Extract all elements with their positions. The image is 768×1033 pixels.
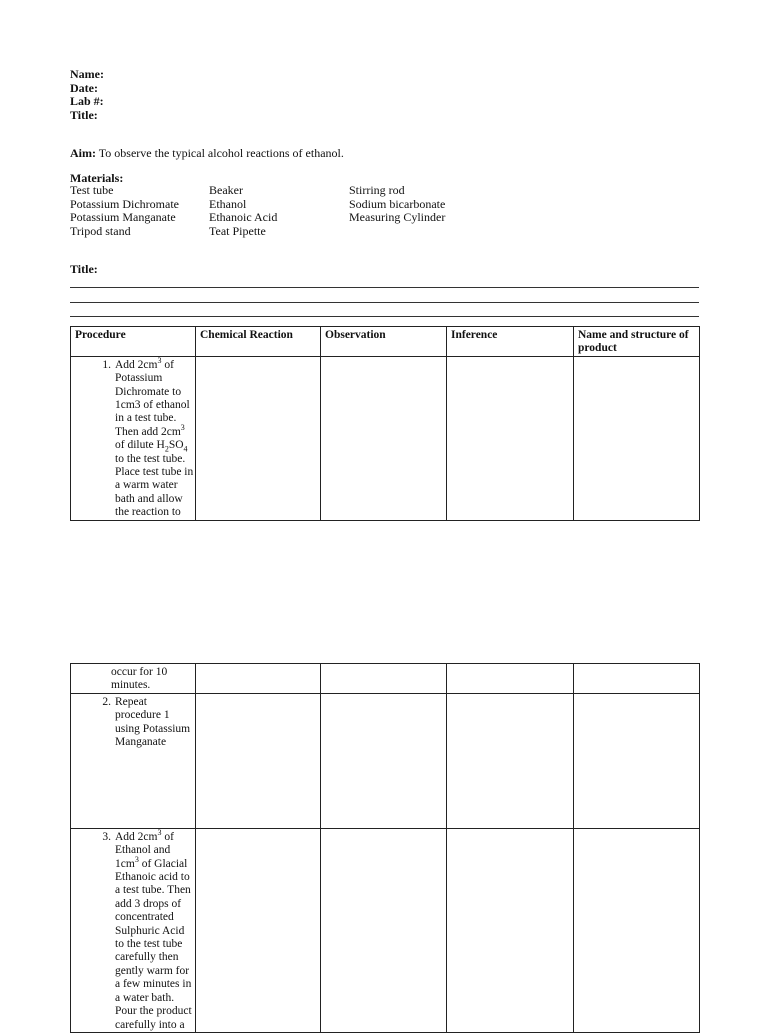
procedure-number: 1. (102, 358, 111, 371)
product-cell[interactable] (574, 828, 700, 1032)
name-label: Name: (70, 67, 104, 81)
procedure-cell (71, 664, 196, 694)
title-write-line (70, 302, 699, 303)
chemical-reaction-cell[interactable] (196, 828, 321, 1032)
procedure-cell (71, 356, 196, 520)
procedure-3-text: Add $2cm^3$ of Ethanol and $1cm^3$ of Glacial Ethanoic acid to a test tube. Then add 3 drops of concentrated Sulphuric Acid to the test tube carefully then gently warm for a few minutes in a water bath. Pour the product carefully into a (115, 827, 192, 1031)
procedure-1-text: Add $2cm^3$ of Potassium Dichromate to 1cm3 of ethanol in a test tube. Then add $2cm^3$ of dilute $H_2SO_4$ to the test tube. Place test tube in a warm water bath and allow the reaction to (115, 355, 194, 519)
aim-label: Aim: (70, 146, 96, 160)
material-item: Potassium Manganate (70, 210, 176, 225)
material-item: Teat Pipette (209, 223, 266, 238)
material-item: Sodium bicarbonate (349, 196, 446, 211)
chemical-reaction-cell[interactable] (196, 664, 321, 694)
title-write-line (70, 287, 699, 288)
header-chemical-reaction: Chemical Reaction (196, 327, 321, 357)
product-cell[interactable] (574, 356, 700, 520)
section-title-label: Title: (70, 262, 98, 276)
materials-label: Materials: (70, 171, 124, 185)
title-label: Title: (70, 107, 98, 122)
observation-cell[interactable] (321, 356, 447, 520)
material-item: Ethanol (209, 196, 247, 211)
inference-cell[interactable] (447, 828, 574, 1032)
material-item: Test tube (70, 183, 114, 197)
aim-text: To observe the typical alcohol reactions of ethanol. (98, 146, 344, 160)
materials-column-2 (209, 184, 277, 238)
header-fields (70, 68, 104, 122)
procedure-2-text: Repeat procedure 1 using Potassium Manganate (115, 695, 191, 749)
inference-cell[interactable] (447, 693, 574, 828)
procedure-number: 2. (102, 695, 111, 708)
product-cell[interactable] (574, 693, 700, 828)
material-item: Beaker (209, 183, 243, 197)
material-item: Tripod stand (70, 223, 131, 238)
table-header-row (71, 327, 700, 357)
observation-cell[interactable] (321, 828, 447, 1032)
inference-cell[interactable] (447, 356, 574, 520)
observation-cell[interactable] (321, 693, 447, 828)
material-item: Measuring Cylinder (349, 210, 446, 225)
header-product: Name and structure of product (574, 327, 700, 357)
header-observation: Observation (321, 327, 447, 357)
materials-column-1 (70, 184, 179, 238)
procedure-number: 3. (102, 830, 111, 843)
lab-number-label: Lab #: (70, 94, 104, 109)
procedure-cell (71, 693, 196, 828)
inference-cell[interactable] (447, 664, 574, 694)
header-inference: Inference (447, 327, 574, 357)
material-item: Potassium Dichromate (70, 196, 179, 211)
procedure-1-continued: occur for 10 minutes. (111, 666, 168, 692)
table-row (71, 828, 700, 1032)
material-item: Stirring rod (349, 183, 405, 197)
chemical-reaction-cell[interactable] (196, 356, 321, 520)
procedure-cell (71, 828, 196, 1032)
date-label: Date: (70, 80, 98, 95)
materials-column-3 (349, 184, 445, 225)
procedure-table-part-1 (70, 326, 700, 521)
title-write-line (70, 316, 699, 317)
product-cell[interactable] (574, 664, 700, 694)
table-row (71, 693, 700, 828)
observation-cell[interactable] (321, 664, 447, 694)
material-item: Ethanoic Acid (209, 210, 278, 225)
header-procedure: Procedure (71, 327, 196, 357)
table-row (71, 664, 700, 694)
procedure-table-part-2 (70, 663, 700, 1033)
chemical-reaction-cell[interactable] (196, 693, 321, 828)
table-row (71, 356, 700, 520)
aim-line (70, 146, 344, 161)
